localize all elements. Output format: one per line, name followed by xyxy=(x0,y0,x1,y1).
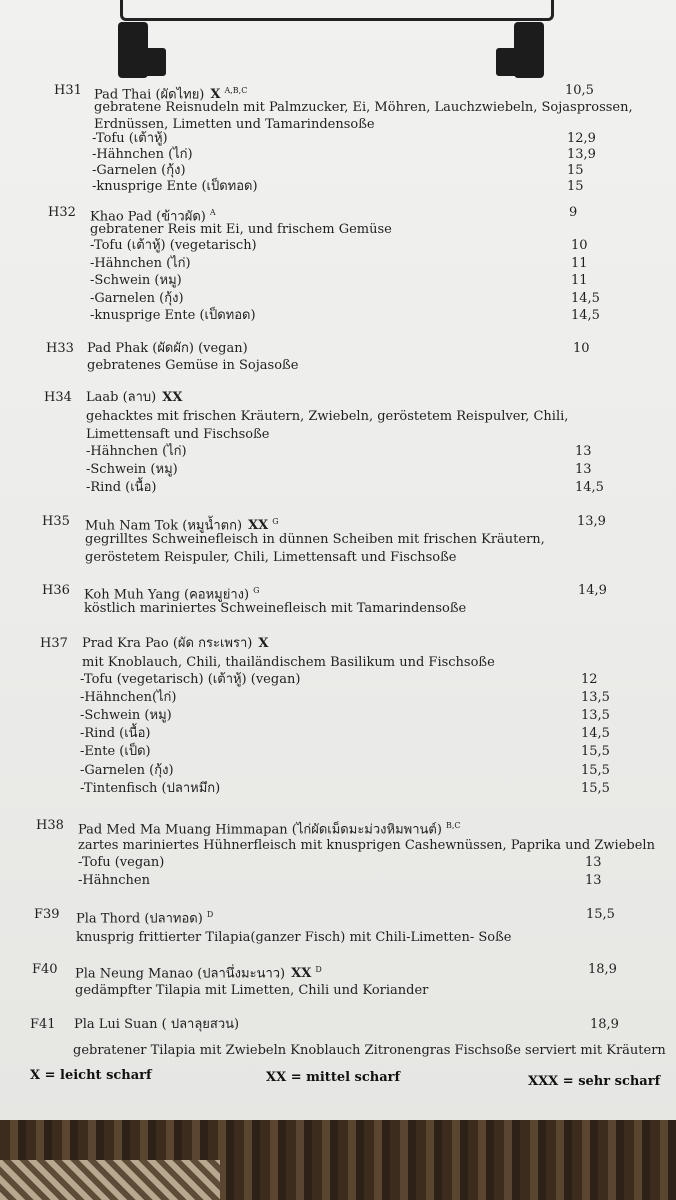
option-label: -Schwein (หมู) xyxy=(80,708,172,723)
allergen-codes: G xyxy=(253,586,260,595)
item-name-line xyxy=(87,341,248,357)
item-description: gebratenes Gemüse in Sojasoße xyxy=(87,358,299,373)
option-label: -Hähnchen xyxy=(78,873,150,888)
option-label: -Tintenfisch (ปลาหมึก) xyxy=(80,781,221,796)
heat-level: XX xyxy=(248,518,269,534)
option-price: 15,5 xyxy=(581,781,610,796)
item-price: 14,9 xyxy=(578,583,607,598)
item-name: Khao Pad (ข้าวผัด) xyxy=(90,209,206,225)
allergen-codes: A xyxy=(209,208,216,217)
item-price: 18,9 xyxy=(588,962,617,977)
heat-level: XX xyxy=(291,966,312,982)
item-code: F41 xyxy=(30,1017,56,1032)
option-price: 12 xyxy=(581,672,598,687)
option-label: -Ente (เป็ด) xyxy=(80,744,151,759)
item-description: köstlich mariniertes Schweinefleisch mit Tamarindensoße xyxy=(84,601,467,616)
option-label: -Tofu (เต้าหู้) (vegetarisch) xyxy=(90,238,257,253)
allergen-codes: D xyxy=(206,910,214,919)
option-price: 13 xyxy=(585,855,602,870)
option-price: 12,9 xyxy=(567,131,596,146)
option-label: -Garnelen (กุ้ง) xyxy=(80,763,174,778)
item-description: Limettensaft und Fischsoße xyxy=(86,427,270,442)
option-label: -Hähnchen (ไก่) xyxy=(92,147,193,162)
legend-hot: XXX = sehr scharf xyxy=(528,1074,661,1089)
item-code: H34 xyxy=(44,390,72,405)
item-name: Pad Med Ma Muang Himmapan (ไก่ผัดเม็ดมะม่วงหิมพานต์) xyxy=(78,822,442,838)
option-price: 13,5 xyxy=(581,708,610,723)
item-description: mit Knoblauch, Chili, thailändischem Basilikum und Fischsoße xyxy=(82,655,495,670)
heat-level: X xyxy=(210,87,221,103)
item-code: H37 xyxy=(40,636,68,651)
option-price: 11 xyxy=(571,273,588,288)
item-price: 15,5 xyxy=(586,907,615,922)
item-name-line xyxy=(74,1017,239,1033)
option-label: -Schwein (หมู) xyxy=(90,273,182,288)
item-price: 9 xyxy=(569,205,578,220)
allergen-codes: A,B,C xyxy=(224,86,248,95)
clip-left-arm xyxy=(118,22,148,78)
option-label: -Garnelen (กุ้ง) xyxy=(90,291,184,306)
item-code: H36 xyxy=(42,583,70,598)
item-name-line xyxy=(76,907,213,927)
item-description: knusprig frittierter Tilapia(ganzer Fisch) mit Chili-Limetten- Soße xyxy=(76,930,512,945)
legend-mild: X = leicht scharf xyxy=(30,1068,152,1083)
option-price: 15 xyxy=(567,163,584,178)
item-price: 18,9 xyxy=(590,1017,619,1032)
item-code: H38 xyxy=(36,818,64,833)
item-description: gedämpfter Tilapia mit Limetten, Chili und Koriander xyxy=(75,983,429,998)
clip-right-arm xyxy=(514,22,544,78)
item-description: geröstetem Reispuler, Chili, Limettensaft und Fischsoße xyxy=(85,550,457,565)
option-label: -Tofu (vegan) xyxy=(78,855,165,870)
item-name: Pla Lui Suan ( ปลาลุยสวน) xyxy=(74,1017,240,1032)
placemat xyxy=(0,1160,220,1200)
item-code: H31 xyxy=(54,83,82,98)
allergen-codes: D xyxy=(315,965,322,974)
option-price: 13 xyxy=(585,873,602,888)
item-code: F39 xyxy=(34,907,60,922)
option-label: -Hähnchen (ไก่) xyxy=(90,256,191,271)
heat-level: X xyxy=(258,636,269,651)
option-price: 10 xyxy=(571,238,588,253)
heat-level: XX xyxy=(162,390,183,405)
item-description: gebratener Tilapia mit Zwiebeln Knoblauch Zitronengras Fischsoße serviert mit Kräutern xyxy=(73,1043,666,1058)
option-price: 15,5 xyxy=(581,763,610,778)
item-price: 10 xyxy=(573,341,590,356)
option-label: -knusprige Ente (เป็ดทอด) xyxy=(90,308,256,323)
item-name: Pad Thai (ผัดไทย) xyxy=(94,87,205,103)
option-label: -Rind (เนื้อ) xyxy=(80,726,151,741)
item-name-line xyxy=(75,962,322,982)
item-description: gehacktes mit frischen Kräutern, Zwiebeln, geröstetem Reispulver, Chili, xyxy=(86,409,569,424)
option-price: 14,5 xyxy=(581,726,610,741)
option-price: 14,5 xyxy=(571,291,600,306)
item-name: Prad Kra Pao (ผัด กระเพรา) xyxy=(82,636,253,651)
item-name: Pla Thord (ปลาทอด) xyxy=(76,911,203,927)
option-price: 13,5 xyxy=(581,690,610,705)
item-description: gegrilltes Schweinefleisch in dünnen Scheiben mit frischen Kräutern, xyxy=(85,532,545,547)
item-code: H35 xyxy=(42,514,70,529)
option-label: -Rind (เนื้อ) xyxy=(86,480,157,495)
item-name: Pla Neung Manao (ปลานึ่งมะนาว) xyxy=(75,966,286,982)
option-price: 13 xyxy=(575,462,592,477)
item-description: zartes mariniertes Hühnerfleisch mit knusprigen Cashewnüssen, Paprika und Zwiebeln xyxy=(78,838,655,853)
legend-medium: XX = mittel scharf xyxy=(266,1070,401,1085)
item-name: Pad Phak (ผัดผัก) (vegan) xyxy=(87,341,248,356)
item-code: H32 xyxy=(48,205,76,220)
option-label: -Garnelen (กุ้ง) xyxy=(92,163,186,178)
item-description: gebratene Reisnudeln mit Palmzucker, Ei, Möhren, Lauchzwiebeln, Sojasprossen, xyxy=(94,100,633,115)
item-name-line xyxy=(78,818,460,838)
item-price: 10,5 xyxy=(565,83,594,98)
allergen-codes: B,C xyxy=(445,821,461,830)
option-price: 15,5 xyxy=(581,744,610,759)
option-price: 11 xyxy=(571,256,588,271)
option-price: 14,5 xyxy=(575,480,604,495)
option-label: -Tofu (เต้าหู้) xyxy=(92,131,168,146)
item-code: F40 xyxy=(32,962,58,977)
option-label: -Tofu (vegetarisch) (เต้าหู้) (vegan) xyxy=(80,672,301,687)
allergen-codes: G xyxy=(272,517,279,526)
option-price: 14,5 xyxy=(571,308,600,323)
item-name: Koh Muh Yang (คอหมูย่าง) xyxy=(84,587,250,603)
option-label: -knusprige Ente (เป็ดทอด) xyxy=(92,179,258,194)
option-label: -Hähnchen(ไก่) xyxy=(80,690,177,705)
option-price: 13 xyxy=(575,444,592,459)
item-description: Erdnüssen, Limetten und Tamarindensoße xyxy=(94,117,375,132)
item-price: 13,9 xyxy=(577,514,606,529)
item-code: H33 xyxy=(46,341,74,356)
option-label: -Schwein (หมู) xyxy=(86,462,178,477)
option-price: 13,9 xyxy=(567,147,596,162)
item-name: Muh Nam Tok (หมูน้ำตก) xyxy=(85,518,243,534)
item-name: Laab (ลาบ) xyxy=(86,390,157,405)
clipboard-clip xyxy=(120,0,554,21)
item-description: gebratener Reis mit Ei, und frischem Gemüse xyxy=(90,222,392,237)
option-label: -Hähnchen (ไก่) xyxy=(86,444,187,459)
item-name-line xyxy=(82,636,268,652)
item-name-line xyxy=(86,390,182,406)
option-price: 15 xyxy=(567,179,584,194)
